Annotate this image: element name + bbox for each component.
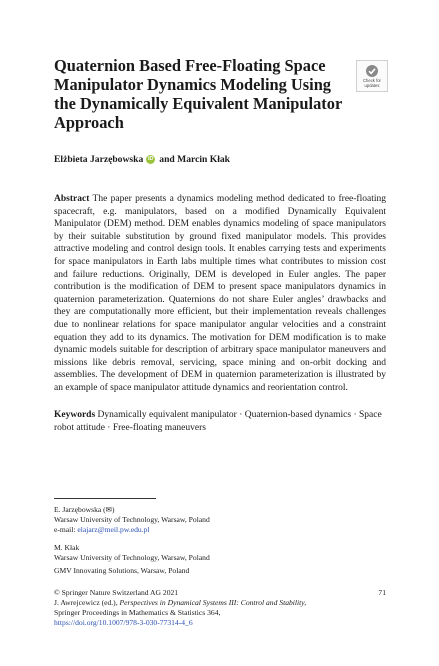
footnote-affiliation: GMV Innovating Solutions, Warsaw, Poland xyxy=(54,566,190,575)
email-link[interactable]: elajarz@meil.pw.edu.pl xyxy=(77,525,150,534)
author-name: and Marcin Kłak xyxy=(159,154,231,165)
doi-link[interactable]: https://doi.org/10.1007/978-3-030-77314-4_6 xyxy=(54,618,193,627)
paper-title: Quaternion Based Free-Floating Space Manipulator Dynamics Modeling Using the Dynamically Equivalent Manipulator Approach xyxy=(54,56,342,132)
badge-line-1: Check for xyxy=(363,78,381,83)
author-name: Elżbieta Jarzębowska xyxy=(54,154,144,165)
abstract xyxy=(54,193,386,395)
keywords-label: Keywords xyxy=(54,410,96,420)
keywords-text: Dynamically equivalent manipulator · Quaternion-based dynamics · Space robot attitude · Free-floating maneuvers xyxy=(54,410,382,433)
abstract-label: Abstract xyxy=(54,194,90,204)
footnote-divider xyxy=(54,498,156,499)
footnote-name: E. Jarzębowska (✉) xyxy=(54,505,115,514)
orcid-icon[interactable]: iD xyxy=(148,156,154,162)
citation-title: Perspectives in Dynamical Systems III: Control and Stability, xyxy=(119,598,307,607)
email-label: e-mail: xyxy=(54,525,76,534)
footnote-affiliation: Warsaw University of Technology, Warsaw, Poland xyxy=(54,553,210,562)
footnote-affiliation: Warsaw University of Technology, Warsaw, Poland xyxy=(54,515,210,524)
citation-editor: J. Awrejcewicz (ed.), xyxy=(54,598,118,607)
footnote-author-1 xyxy=(54,505,384,535)
keywords xyxy=(54,409,386,434)
badge-line-2: updates xyxy=(364,82,380,88)
series-info: Springer Proceedings in Mathematics & Statistics 364, xyxy=(54,608,221,617)
check-for-updates-badge[interactable] xyxy=(356,60,388,92)
footnote-name: M. Kłak xyxy=(54,543,80,552)
author-list xyxy=(54,154,230,165)
footnote-author-2 xyxy=(54,543,384,576)
page-number: 71 xyxy=(378,588,386,597)
check-for-updates-icon xyxy=(365,64,379,78)
publisher-info xyxy=(54,588,384,628)
copyright: © Springer Nature Switzerland AG 2021 xyxy=(54,588,179,597)
abstract-text: The paper presents a dynamics modeling method dedicated to free-floating spacecraft, e.g. manipulators, based on a modified Dynamically Equivalent Manipulator (DEM) method. DEM enables dynamics modeling of space manipulators by their suitable substitution by ground fixed manipulator models. This provides attractive modeling and control design tools. It enables carrying tests and experiments for space manipulators in Earth labs multiple times what contributes to mission cost and failure reductions. Originally, DEM is developed in Euler angles. The paper contribution is the modification of DEM to present space manipulators dynamics in quaternion parameterization. Quaternions do not share Euler angles’ drawbacks and they are computationally more efficient, but their implementation reveals challenges due to nonlinear relations for space manipulator angular velocities and a constraint equation they add to its dynamics. The motivation for DEM modification is to make dynamic models suitable for description of arbitrary space manipulator maneuvers and missions like debris removal, servicing, space mining and on-orbit docking and assemblies. The development of DEM in quaternion parameterization is illustrated by an example of space manipulator attitude dynamics and reorientation control. xyxy=(54,194,386,393)
